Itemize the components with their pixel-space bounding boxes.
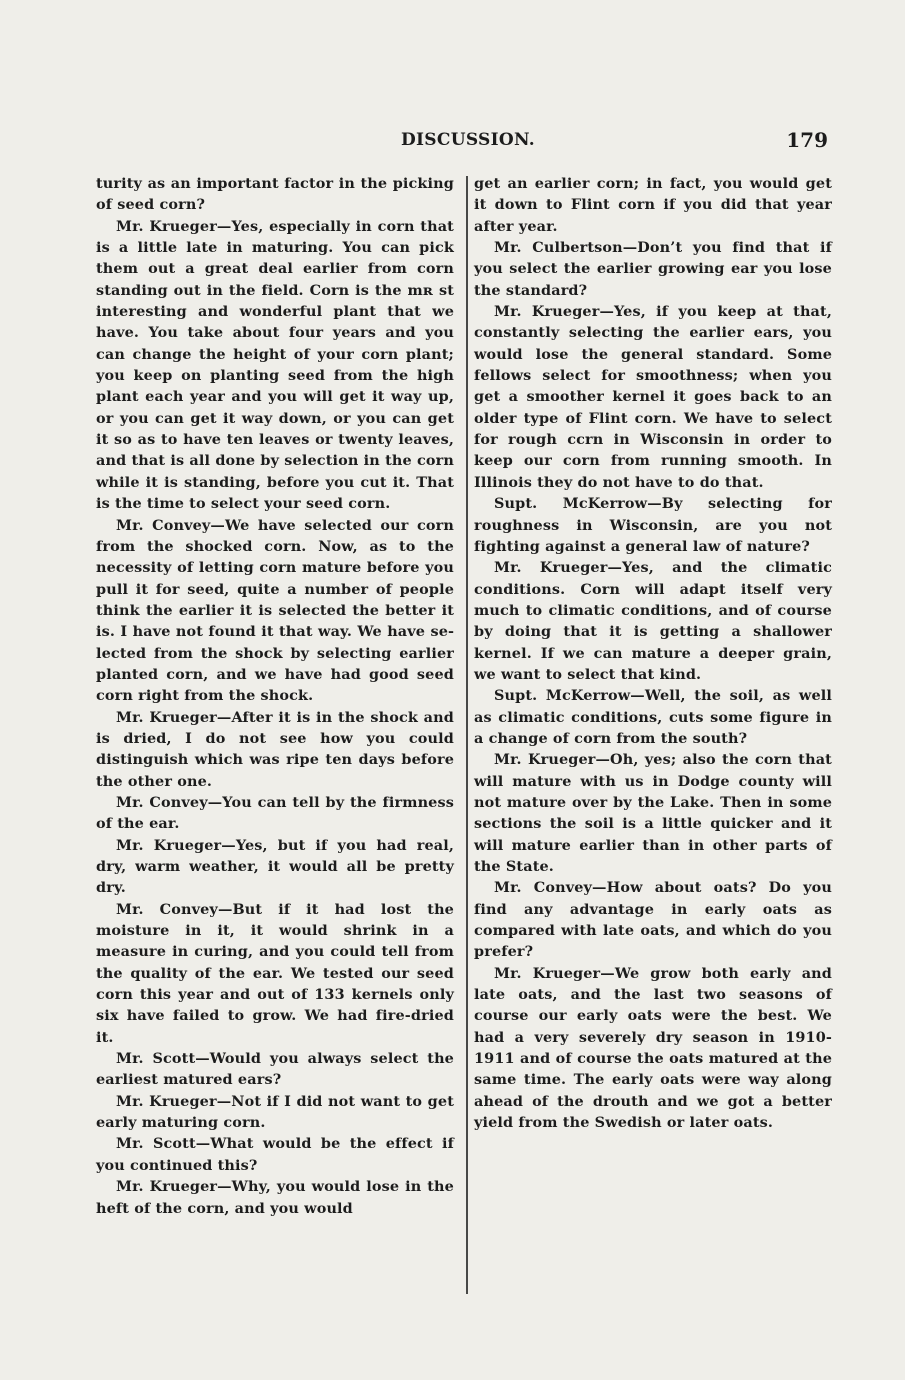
paragraph-text: We have selected our corn from the shocked corn. Now, as to the necessity of letting corn mature before you pull it for seed, quite a number of people think the earlier it is selected the better it is. I have not found it that way. We have selected from the shock by selecting earlier planted corn, and we have had good seed corn right from the shock. <box>96 516 454 705</box>
speaker-name: Mr. Krueger— <box>116 836 236 854</box>
paragraph <box>474 237 832 301</box>
paragraph <box>474 685 832 749</box>
speaker-name: Mr. Convey— <box>116 900 233 918</box>
paragraph <box>474 173 832 237</box>
right-column <box>474 173 832 1133</box>
paragraph-text: After it is in the shock and is dried, I do not see how you could distinguish which was ripe ten days before the other one. <box>96 708 454 790</box>
paragraph <box>474 963 832 1134</box>
paragraph-text: Not if I did not want to get early maturing corn. <box>96 1092 454 1132</box>
speaker-name: Supt. McKerrow— <box>494 495 662 513</box>
paragraph-text: But if it had lost the moisture in it, it would shrink in a measure in curing, and you could tell from the quality of the ear. We tested our seed corn this year and out of 133 kernels only six have failed to grow. We had fire-dried it. <box>96 900 454 1046</box>
paragraph <box>96 792 454 835</box>
paragraph-text: Yes, and the climatic conditions. Corn will adapt itself very much to climatic conditions, and of course by doing that it is getting a shallower kernel. If we can mature a deeper grain, we want to select that kind. <box>474 559 832 683</box>
paragraph-text: How about oats? Do you find any advantage in early oats as compared with late oats, and which do you prefer? <box>474 879 832 961</box>
paragraph <box>96 1133 454 1176</box>
speaker-name: Mr. Krueger— <box>494 559 622 577</box>
speaker-name: Mr. Culbertson— <box>494 239 638 257</box>
paragraph-text: Don’t you find that if you select the earlier growing ear you lose the standard? <box>474 239 832 299</box>
paragraph <box>96 899 454 1048</box>
speaker-name: Mr. Krueger— <box>494 964 615 982</box>
paragraph-text: What would be the effect if you continued this? <box>96 1135 454 1174</box>
speaker-name: Mr. Krueger— <box>494 303 614 321</box>
speaker-name: Mr. Convey— <box>116 516 225 534</box>
speaker-name: Mr. Krueger— <box>116 217 232 235</box>
page-number: 179 <box>786 128 828 152</box>
paragraph <box>96 515 454 707</box>
paragraph-text: get an earlier corn; in fact, you would get it down to Flint corn if you did that year after year. <box>474 175 832 235</box>
speaker-name: Mr. Krueger— <box>116 1092 232 1110</box>
paragraph-text: Yes, especially in corn that is a little late in maturing. You can pick them out a great deal earlier from corn standing out in the field. Corn is the mʀ st interesting and wonderful plant that we have. You take about four years and you can change the height of your corn plant; you keep on planting seed from the high plant each year and you will get it way up, or you can get it way down, or you can get it so as to have ten leaves or twenty leaves, and that is all done by selection in the corn while it is standing, before you cut it. That is the time to select your seed corn. <box>96 217 454 513</box>
paragraph <box>96 1176 454 1219</box>
speaker-name: Mr. Scott— <box>116 1135 211 1153</box>
speaker-name: Mr. Krueger— <box>116 708 232 726</box>
paragraph-text: turity as an important factor in the picking of seed corn? <box>96 175 454 214</box>
paragraph <box>96 1091 454 1134</box>
speaker-name: Mr. Convey— <box>116 793 223 811</box>
paragraph <box>96 1048 454 1091</box>
running-head <box>96 130 832 158</box>
running-title: DISCUSSION. <box>401 130 535 150</box>
paragraph-text: Yes, if you keep at that, constantly selecting the earlier ears, you would lose the general standard. Some fellows select for smoothness; when you get a smoother kernel it goes back to an older type of Flint corn. We have to select for rough ccrn in Wisconsin in order to keep our corn from running smooth. In Illinois they do not have to do that. <box>474 303 832 491</box>
speaker-name: Mr. Krueger— <box>116 1178 232 1196</box>
paragraph <box>474 301 832 493</box>
paragraph <box>474 557 832 685</box>
paragraph <box>96 707 454 792</box>
paragraph-text: Yes, but if you had real, dry, warm weather, it would all be pretty dry. <box>96 836 454 897</box>
left-column <box>96 173 454 1219</box>
speaker-name: Supt. McKerrow— <box>494 687 645 705</box>
paragraph <box>474 877 832 962</box>
paragraph-text: You can tell by the firmness of the ear. <box>96 793 454 833</box>
paragraph-text: Why, you would lose in the heft of the corn, and you would <box>96 1178 454 1217</box>
speaker-name: Mr. Krueger— <box>494 751 611 769</box>
paragraph <box>96 173 454 216</box>
paragraph-text: We grow both early and late oats, and the last two seasons of course our early oats were the best. We had a very severely dry season in 1910-1911 and of course the oats matured at the same time. The early oats were way along ahead of the drouth and we got a better yield from the Swedish or later oats. <box>474 964 832 1132</box>
paragraph <box>96 216 454 515</box>
speaker-name: Mr. Scott— <box>116 1050 210 1068</box>
paragraph <box>474 493 832 557</box>
paragraph-text: Oh, yes; also the corn that will mature with us in Dodge county will not mature over by the Lake. Then in some sections the soil is a little quicker and it will mature earlier than in other parts of the State. <box>474 751 832 875</box>
paragraph-text: Well, the soil, as well as climatic conditions, cuts some figure in a change of corn from the south? <box>474 687 832 747</box>
speaker-name: Mr. Convey— <box>494 879 607 897</box>
paragraph <box>474 749 832 877</box>
paragraph <box>96 835 454 899</box>
column-divider <box>466 176 468 1294</box>
paragraph-text: By selecting for roughness in Wisconsin, are you not fighting against a general law of nature? <box>474 495 832 555</box>
paragraph-text: Would you always select the earliest matured ears? <box>96 1050 454 1089</box>
